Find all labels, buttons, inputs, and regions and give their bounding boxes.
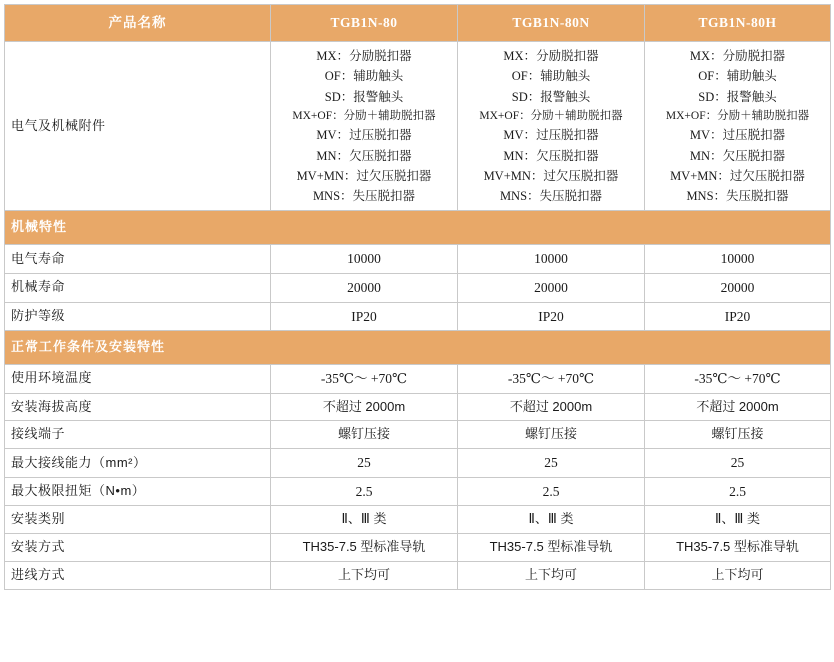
accessory-code: OF：	[698, 69, 727, 84]
accessory-line	[651, 107, 824, 126]
accessory-text: 过欠压脱扣器	[356, 168, 432, 183]
accessory-text: 报警触头	[353, 89, 404, 104]
row-label: 进线方式	[5, 562, 271, 590]
accessory-line	[464, 46, 638, 66]
accessory-code: MN：	[316, 148, 350, 163]
row-label: 安装海拔高度	[5, 393, 271, 421]
row-value: -35℃～ +70℃	[458, 365, 645, 394]
accessory-code: MN：	[689, 148, 723, 163]
row-label: 机械寿命	[5, 273, 271, 302]
accessory-code: MV：	[503, 128, 537, 143]
accessory-line	[464, 186, 638, 206]
row-value: 2.5	[645, 477, 831, 506]
row-value: 25	[271, 449, 458, 478]
header-model-1: TGB1N-80	[271, 5, 458, 42]
accessory-line	[277, 166, 451, 186]
table-row	[5, 273, 831, 302]
table-row	[5, 421, 831, 449]
accessory-line	[464, 146, 638, 166]
row-value: -35℃～ +70℃	[645, 365, 831, 394]
row-value: 螺钉压接	[645, 421, 831, 449]
accessory-line	[277, 146, 451, 166]
row-value: IP20	[645, 302, 831, 331]
accessory-code: MNS：	[312, 189, 353, 204]
accessory-text: 过压脱扣器	[536, 128, 599, 143]
accessory-text: 辅助触头	[726, 69, 777, 84]
accessory-text: 欠压脱扣器	[536, 148, 599, 163]
row-value: 20000	[271, 273, 458, 302]
table-row	[5, 534, 831, 562]
accessory-code: MNS：	[499, 189, 540, 204]
row-value: 不超过 2000m	[645, 393, 831, 421]
row-label: 电气寿命	[5, 245, 271, 274]
accessory-code: OF：	[511, 69, 541, 84]
row-value: 不超过 2000m	[458, 393, 645, 421]
accessory-text: 失压脱扣器	[352, 189, 416, 204]
accessory-text: 分励脱扣器	[349, 49, 412, 63]
accessory-code: MN：	[503, 148, 537, 163]
row-label: 安装方式	[5, 534, 271, 562]
accessory-line	[277, 66, 451, 86]
header-model-2: TGB1N-80N	[458, 5, 645, 42]
accessory-cell-1	[271, 42, 458, 211]
accessory-text: 欠压脱扣器	[349, 148, 412, 163]
accessory-cell-2	[458, 42, 645, 211]
row-value: TH35-7.5 型标准导轨	[271, 534, 458, 562]
accessory-code: MX：	[503, 49, 537, 63]
accessory-text: 辅助触头	[353, 69, 404, 84]
section-band-label: 正常工作条件及安装特性	[5, 331, 831, 365]
row-value: 不超过 2000m	[271, 393, 458, 421]
accessory-code: OF：	[324, 69, 354, 84]
accessory-code: MV+MN：	[483, 168, 544, 183]
table-row	[5, 562, 831, 590]
row-value: 2.5	[458, 477, 645, 506]
accessory-line	[277, 186, 451, 206]
specification-table	[4, 4, 831, 590]
row-label-accessories: 电气及机械附件	[5, 42, 271, 211]
row-value: 10000	[458, 245, 645, 274]
row-value: Ⅱ、Ⅲ 类	[458, 506, 645, 534]
row-value: 螺钉压接	[458, 421, 645, 449]
row-label: 防护等级	[5, 302, 271, 331]
accessory-line	[651, 166, 824, 186]
row-value: TH35-7.5 型标准导轨	[458, 534, 645, 562]
table-row	[5, 477, 831, 506]
section-band-conditions	[5, 331, 831, 365]
accessory-line	[277, 87, 451, 107]
table-row-accessories	[5, 42, 831, 211]
table-row	[5, 506, 831, 534]
accessory-text: 分励＋辅助脱扣器	[343, 109, 436, 122]
accessory-code: SD：	[698, 89, 727, 104]
accessory-line	[464, 166, 638, 186]
table-row	[5, 245, 831, 274]
accessory-line	[651, 125, 824, 145]
accessory-text: 分励脱扣器	[536, 49, 599, 63]
accessory-line	[277, 107, 451, 126]
row-value: 螺钉压接	[271, 421, 458, 449]
accessory-line	[464, 87, 638, 107]
accessory-cell-3	[645, 42, 831, 211]
row-label: 最大接线能力（mm²）	[5, 449, 271, 478]
accessory-code: MV+MN：	[670, 168, 730, 183]
accessory-line	[651, 87, 824, 107]
accessory-code: MX+OF：	[292, 109, 344, 122]
row-value: 10000	[645, 245, 831, 274]
row-label: 最大极限扭矩（N•m）	[5, 477, 271, 506]
header-label-cell: 产品名称	[5, 5, 271, 42]
accessory-line	[651, 66, 824, 86]
table-row	[5, 393, 831, 421]
row-value: Ⅱ、Ⅲ 类	[645, 506, 831, 534]
accessory-text: 过压脱扣器	[722, 128, 786, 143]
accessory-line	[277, 125, 451, 145]
row-value: 20000	[645, 273, 831, 302]
row-value: 25	[458, 449, 645, 478]
accessory-code: MV：	[316, 128, 350, 143]
row-label: 使用环境温度	[5, 365, 271, 394]
row-value: TH35-7.5 型标准导轨	[645, 534, 831, 562]
accessory-text: 失压脱扣器	[726, 189, 789, 204]
accessory-text: 分励＋辅助脱扣器	[717, 109, 810, 122]
accessory-text: 过欠压脱扣器	[543, 168, 619, 183]
table-row	[5, 302, 831, 331]
accessory-code: SD：	[511, 89, 541, 104]
accessory-text: 失压脱扣器	[539, 189, 603, 204]
row-value: 10000	[271, 245, 458, 274]
accessory-line	[651, 186, 824, 206]
row-value: 上下均可	[645, 562, 831, 590]
accessory-line	[464, 107, 638, 126]
accessory-code: SD：	[324, 89, 354, 104]
accessory-code: MX：	[689, 49, 723, 63]
row-value: 上下均可	[271, 562, 458, 590]
accessory-text: 过欠压脱扣器	[729, 168, 805, 183]
accessory-code: MV：	[689, 128, 723, 143]
accessory-text: 分励脱扣器	[722, 49, 786, 63]
accessory-text: 报警触头	[726, 89, 777, 104]
accessory-code: MNS：	[686, 189, 727, 204]
accessory-line	[651, 46, 824, 66]
header-model-3: TGB1N-80H	[645, 5, 831, 42]
row-value: 2.5	[271, 477, 458, 506]
row-value: 25	[645, 449, 831, 478]
accessory-code: MX+OF：	[479, 109, 531, 122]
accessory-code: MV+MN：	[296, 168, 357, 183]
accessory-code: MX+OF：	[665, 109, 718, 122]
row-label: 安装类别	[5, 506, 271, 534]
row-value: 20000	[458, 273, 645, 302]
accessory-text: 报警触头	[540, 89, 591, 104]
accessory-line	[651, 146, 824, 166]
accessory-code: MX：	[316, 49, 350, 63]
row-value: IP20	[458, 302, 645, 331]
accessory-text: 欠压脱扣器	[722, 148, 786, 163]
table-row	[5, 449, 831, 478]
accessory-text: 过压脱扣器	[349, 128, 412, 143]
row-value: Ⅱ、Ⅲ 类	[271, 506, 458, 534]
row-value: IP20	[271, 302, 458, 331]
accessory-line	[464, 125, 638, 145]
section-band-mechanical	[5, 211, 831, 245]
accessory-text: 辅助触头	[540, 69, 591, 84]
table-row	[5, 365, 831, 394]
row-value: -35℃～ +70℃	[271, 365, 458, 394]
accessory-line	[464, 66, 638, 86]
row-label: 接线端子	[5, 421, 271, 449]
table-header-row	[5, 5, 831, 42]
section-band-label: 机械特性	[5, 211, 831, 245]
accessory-text: 分励＋辅助脱扣器	[530, 109, 623, 122]
row-value: 上下均可	[458, 562, 645, 590]
accessory-line	[277, 46, 451, 66]
